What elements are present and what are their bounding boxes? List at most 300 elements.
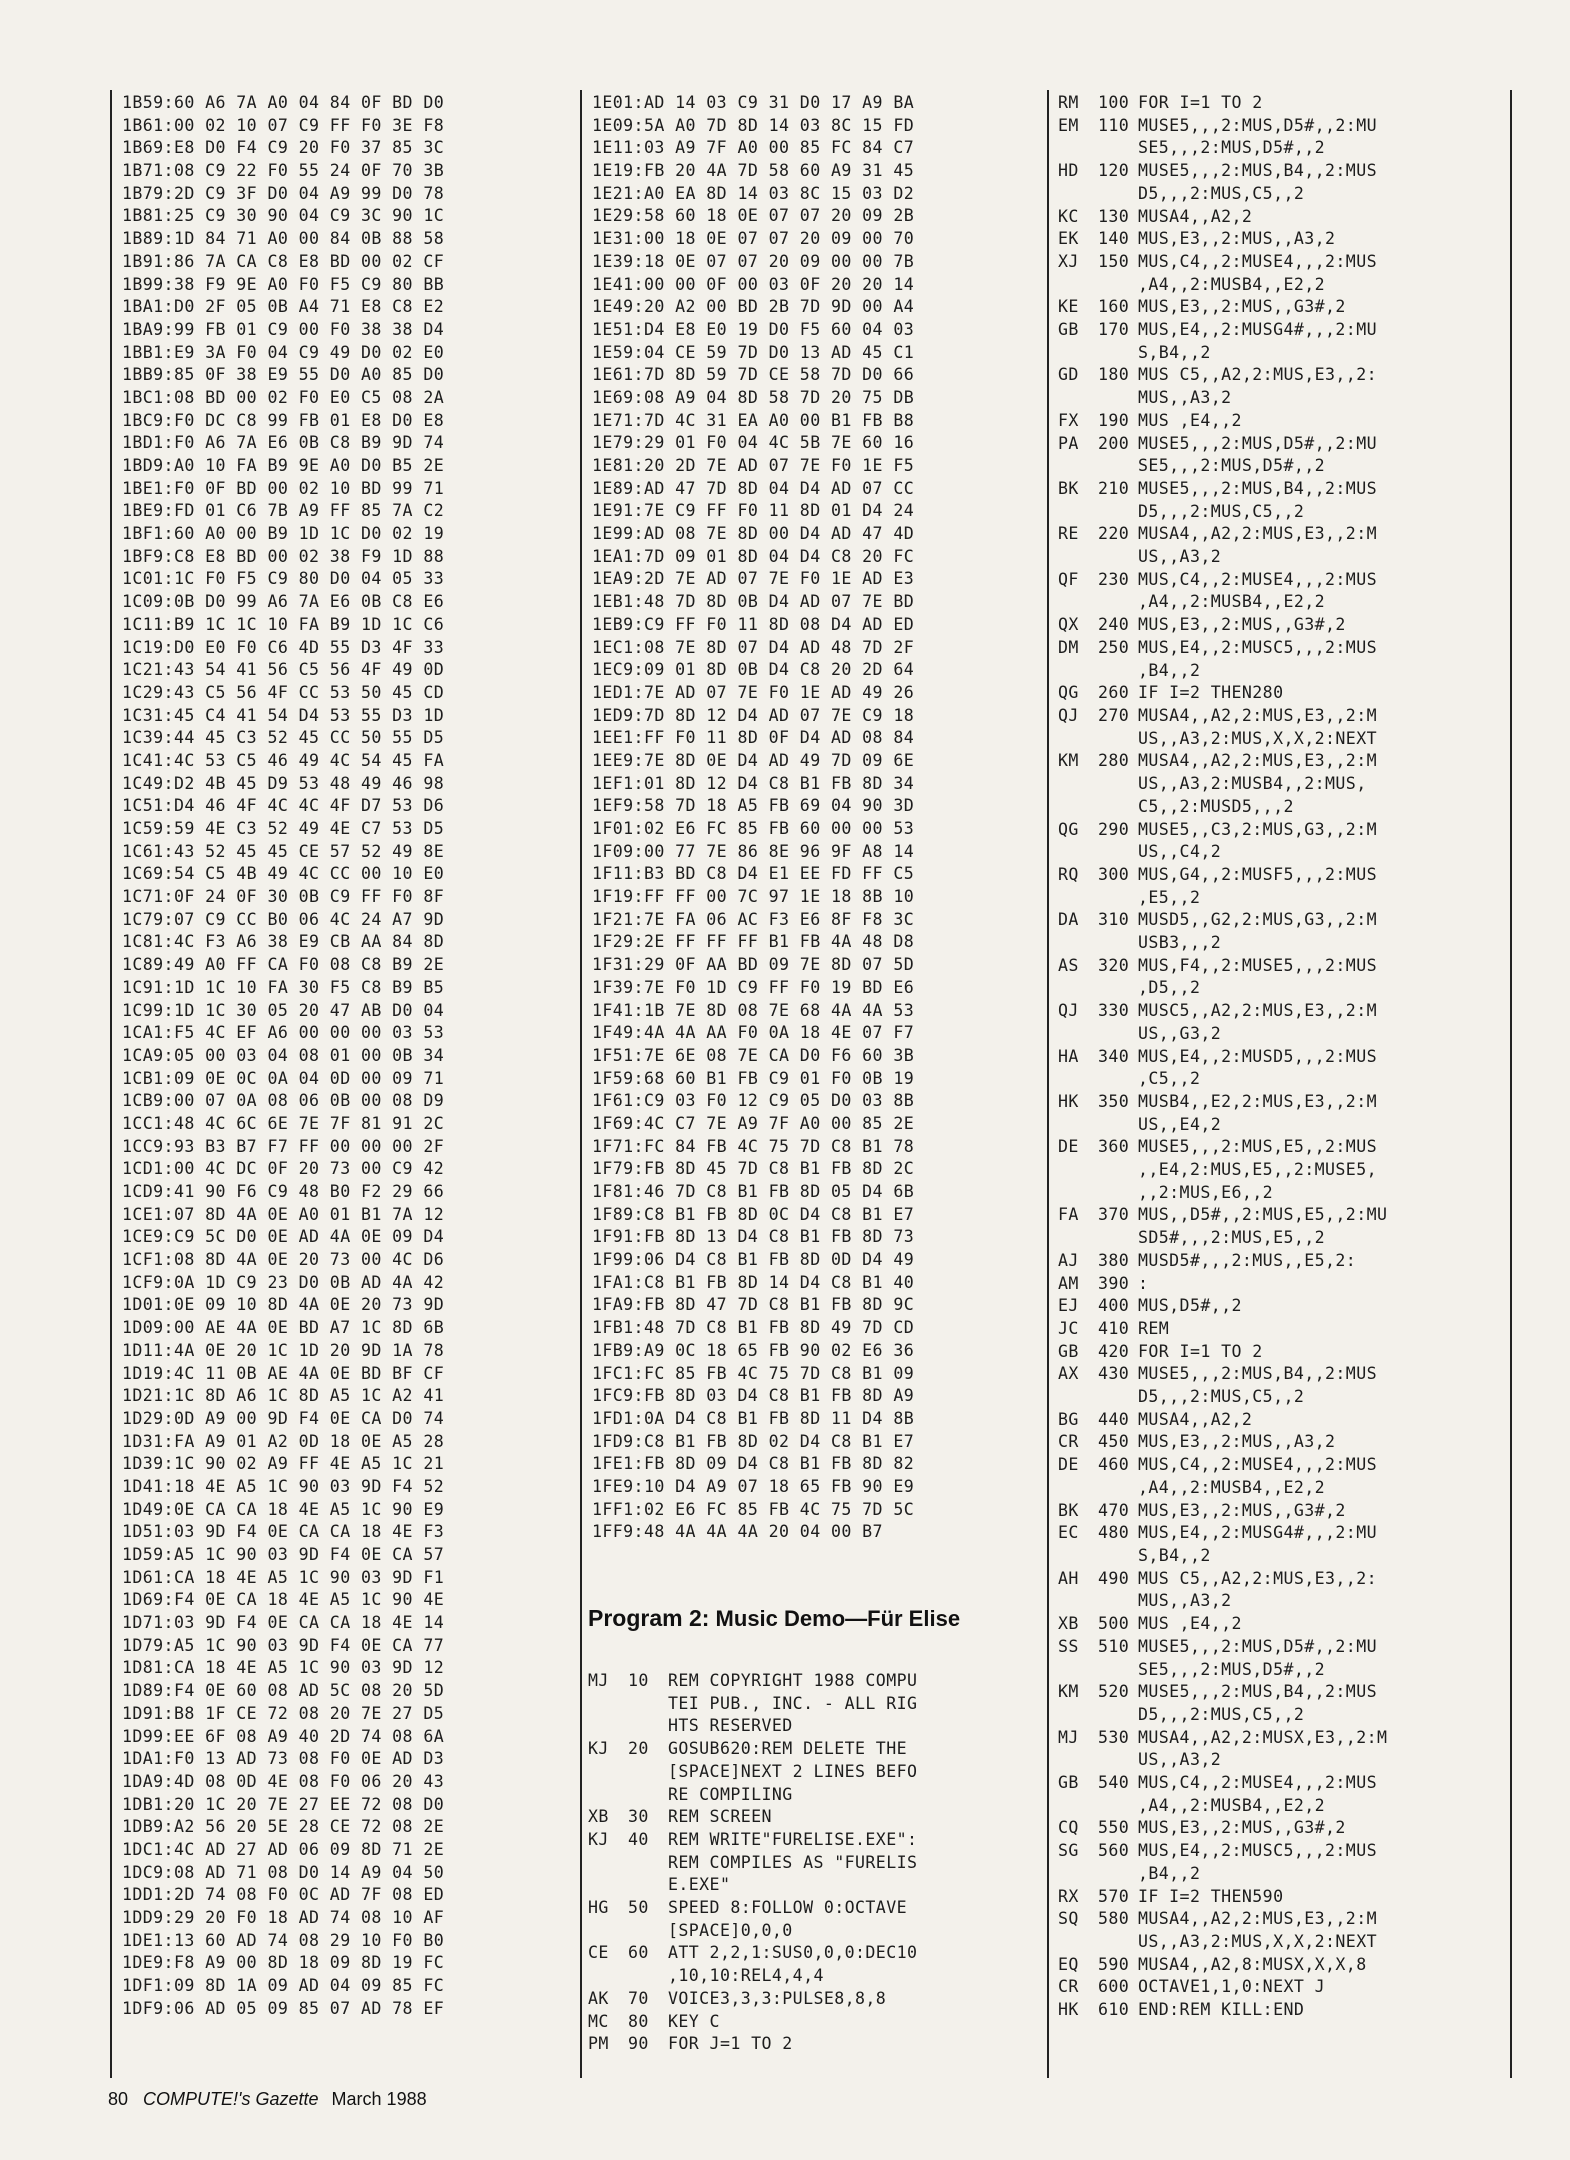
code-text: GOSUB620:REM DELETE THE [SPACE]NEXT 2 LINES BEFO RE COMPILING — [668, 1739, 918, 1804]
checksum: QJ — [1058, 1001, 1079, 1021]
listing-line: 1C69:54 C5 4B 49 4C CC 00 10 E0 — [122, 864, 445, 884]
listing-line: 1F89:C8 B1 FB 8D 0C D4 C8 B1 E7 — [592, 1204, 915, 1224]
code-text: VOICE3,3,3:PULSE8,8,8 — [668, 1988, 887, 2008]
line-number: 220 — [1098, 524, 1130, 544]
line-number: 40 — [628, 1829, 649, 1849]
code-text: MUSA4,,A2,2:MUS,E3,,2:M US,,A3,2:MUSB4,,2:MUS, C5,,2:MUSD5,,,2 — [1138, 751, 1377, 816]
listing-line: 1BB1:E9 3A F0 04 C9 49 D0 02 E0 — [122, 342, 445, 362]
code-text: MUS,E3,,2:MUS,,A3,2 — [1138, 1432, 1336, 1452]
code-text: MUS,E3,,2:MUS,,G3#,2 — [1138, 1818, 1346, 1838]
listing-line: 1D61:CA 18 4E A5 1C 90 03 9D F1 — [122, 1567, 445, 1587]
code-text: MUSE5,,,2:MUS,B4,,2:MUS D5,,,2:MUS,C5,,2 — [1138, 161, 1377, 203]
listing-line: 1E49:20 A2 00 BD 2B 7D 9D 00 A4 — [592, 297, 915, 317]
line-number: 60 — [628, 1943, 649, 1963]
line-number: 290 — [1098, 819, 1130, 839]
listing-line: 1BD1:F0 A6 7A E6 0B C8 B9 9D 74 — [122, 433, 445, 453]
code-text: MUSA4,,A2,2:MUS,E3,,2:M US,,A3,2 — [1138, 524, 1377, 567]
code-text: MUSE5,,,2:MUS,D5#,,2:MU SE5,,,2:MUS,D5#,,2 — [1138, 1636, 1377, 1679]
code-line — [1058, 1363, 1508, 1408]
listing-line: 1C39:44 45 C3 52 45 CC 50 55 D5 — [122, 728, 445, 748]
code-text: MUS,C4,,2:MUSE4,,,2:MUS ,A4,,2:MUSB4,,E2,2 — [1138, 251, 1377, 294]
code-line — [1058, 251, 1508, 296]
listing-line: 1BA1:D0 2F 05 0B A4 71 E8 C8 E2 — [122, 297, 445, 317]
listing-line: 1C51:D4 46 4F 4C 4C 4F D7 53 D6 — [122, 796, 445, 816]
line-number: 200 — [1098, 433, 1130, 453]
page-footer — [108, 2089, 427, 2110]
line-number: 180 — [1098, 365, 1130, 385]
checksum: DE — [1058, 1137, 1079, 1157]
listing-line: 1C11:B9 1C 1C 10 FA B9 1D 1C C6 — [122, 614, 445, 634]
line-number: 210 — [1098, 478, 1130, 498]
listing-line: 1BB9:85 0F 38 E9 55 D0 A0 85 D0 — [122, 365, 445, 385]
line-number: 260 — [1098, 683, 1130, 703]
listing-line: 1D91:B8 1F CE 72 08 20 7E 27 D5 — [122, 1703, 445, 1723]
line-number: 240 — [1098, 615, 1130, 635]
code-line — [588, 1942, 1043, 1987]
listing-line: 1B79:2D C9 3F D0 04 A9 99 D0 78 — [122, 183, 445, 203]
code-text: MUS,E4,,2:MUSG4#,,,2:MU S,B4,,2 — [1138, 320, 1377, 362]
line-number: 30 — [628, 1807, 649, 1827]
listing-line: 1CC1:48 4C 6C 6E 7E 7F 81 91 2C — [122, 1113, 445, 1133]
line-number: 10 — [628, 1671, 649, 1690]
listing-line: 1CB1:09 0E 0C 0A 04 0D 00 09 71 — [122, 1068, 445, 1088]
code-text: MUSE5,,,2:MUS,B4,,2:MUS D5,,,2:MUS,C5,,2 — [1138, 478, 1377, 521]
listing-line: 1B69:E8 D0 F4 C9 20 F0 37 85 3C — [122, 138, 445, 158]
checksum: AX — [1058, 1364, 1079, 1384]
listing-line: 1D71:03 9D F4 0E CA CA 18 4E 14 — [122, 1613, 445, 1633]
listing-line: 1EE9:7E 8D 0E D4 AD 49 7D 09 6E — [592, 750, 915, 770]
listing-line: 1ED1:7E AD 07 7E F0 1E AD 49 26 — [592, 682, 915, 702]
listing-line: 1CF9:0A 1D C9 23 D0 0B AD 4A 42 — [122, 1272, 445, 1292]
listing-line: 1E89:AD 47 7D 8D 04 D4 AD 07 CC — [592, 478, 915, 498]
listing-line: 1F31:29 0F AA BD 09 7E 8D 07 5D — [592, 955, 915, 975]
line-number: 370 — [1098, 1205, 1130, 1225]
checksum: XJ — [1058, 251, 1079, 271]
listing-line: 1FA9:FB 8D 47 7D C8 B1 FB 8D 9C — [592, 1295, 915, 1315]
listing-line: 1E41:00 00 0F 00 03 0F 20 20 14 — [592, 274, 915, 294]
listing-line: 1B59:60 A6 7A A0 04 84 0F BD D0 — [122, 93, 445, 112]
listing-line: 1DC1:4C AD 27 AD 06 09 8D 71 2E — [122, 1839, 445, 1859]
checksum: PM — [588, 2034, 609, 2054]
checksum: CQ — [1058, 1818, 1079, 1838]
checksum: KJ — [588, 1739, 609, 1759]
code-text: MUS,E3,,2:MUS,,G3#,2 — [1138, 615, 1346, 635]
line-number: 550 — [1098, 1818, 1130, 1838]
program-2-title-rest: Music Demo—Für Elise — [709, 1606, 961, 1631]
code-text: MUS ,E4,,2 — [1138, 1614, 1242, 1634]
listing-line: 1EF1:01 8D 12 D4 C8 B1 FB 8D 34 — [592, 773, 915, 793]
code-text: MUSE5,,,2:MUS,B4,,2:MUS D5,,,2:MUS,C5,,2 — [1138, 1364, 1377, 1407]
code-text: REM SCREEN — [668, 1807, 772, 1827]
line-number: 130 — [1098, 206, 1130, 226]
code-line — [1058, 750, 1508, 818]
code-line — [1058, 1136, 1508, 1204]
listing-line: 1F41:1B 7E 8D 08 7E 68 4A 4A 53 — [592, 1000, 915, 1020]
listing-line: 1B71:08 C9 22 F0 55 24 0F 70 3B — [122, 161, 445, 181]
code-text: MUS,E3,,2:MUS,,G3#,2 — [1138, 1500, 1346, 1520]
listing-line: 1B81:25 C9 30 90 04 C9 3C 90 1C — [122, 206, 445, 226]
code-line — [1058, 296, 1508, 319]
line-number: 480 — [1098, 1523, 1130, 1543]
line-number: 600 — [1098, 1977, 1130, 1997]
checksum: CR — [1058, 1977, 1079, 1997]
listing-line: 1E31:00 18 0E 07 07 20 09 00 70 — [592, 229, 915, 249]
listing-line: 1F71:FC 84 FB 4C 75 7D C8 B1 78 — [592, 1136, 915, 1156]
listing-line: 1E59:04 CE 59 7D D0 13 AD 45 C1 — [592, 342, 915, 362]
listing-line: 1C41:4C 53 C5 46 49 4C 54 45 FA — [122, 750, 445, 770]
listing-line: 1FF9:48 4A 4A 4A 20 04 00 B7 — [592, 1522, 883, 1542]
listing-line: 1F39:7E F0 1D C9 FF F0 19 BD E6 — [592, 977, 915, 997]
listing-line: 1E61:7D 8D 59 7D CE 58 7D D0 66 — [592, 365, 915, 385]
code-line — [1058, 1976, 1508, 1999]
line-number: 160 — [1098, 297, 1130, 317]
listing-line: 1C49:D2 4B 45 D9 53 48 49 46 98 — [122, 773, 445, 793]
checksum: KM — [1058, 751, 1079, 771]
listing-line: 1CE1:07 8D 4A 0E A0 01 B1 7A 12 — [122, 1204, 445, 1224]
code-text: MUS,C4,,2:MUSE4,,,2:MUS ,A4,,2:MUSB4,,E2,2 — [1138, 1773, 1377, 1815]
checksum: SS — [1058, 1636, 1079, 1656]
code-line — [1058, 92, 1508, 115]
listing-line: 1D41:18 4E A5 1C 90 03 9D F4 52 — [122, 1476, 445, 1496]
listing-line: 1BE1:F0 0F BD 00 02 10 BD 99 71 — [122, 478, 445, 498]
checksum: AM — [1058, 1273, 1079, 1293]
checksum: QF — [1058, 569, 1079, 589]
code-line — [1058, 206, 1508, 229]
code-line — [1058, 160, 1508, 205]
checksum: MJ — [1058, 1727, 1079, 1747]
line-number: 90 — [628, 2034, 649, 2054]
listing-line: 1CB9:00 07 0A 08 06 0B 00 08 D9 — [122, 1091, 445, 1111]
line-number: 120 — [1098, 161, 1130, 181]
code-line — [1058, 1341, 1508, 1364]
checksum: MJ — [588, 1671, 609, 1690]
listing-line: 1C71:0F 24 0F 30 0B C9 FF F0 8F — [122, 887, 445, 907]
line-number: 380 — [1098, 1250, 1130, 1270]
line-number: 560 — [1098, 1841, 1130, 1861]
line-number: 100 — [1098, 93, 1130, 112]
checksum: BK — [1058, 478, 1079, 498]
listing-line: 1D99:EE 6F 08 A9 40 2D 74 08 6A — [122, 1726, 445, 1746]
listing-line: 1FE9:10 D4 A9 07 18 65 FB 90 E9 — [592, 1476, 915, 1496]
listing-line: 1EF9:58 7D 18 A5 FB 69 04 90 3D — [592, 796, 915, 816]
listing-line: 1DB1:20 1C 20 7E 27 EE 72 08 D0 — [122, 1794, 445, 1814]
listing-line: 1C99:1D 1C 30 05 20 47 AB D0 04 — [122, 1000, 445, 1020]
hex-listing-column-1 — [122, 92, 577, 2020]
listing-line: 1E71:7D 4C 31 EA A0 00 B1 FB B8 — [592, 410, 915, 430]
line-number: 310 — [1098, 910, 1130, 930]
listing-line: 1DE9:F8 A9 00 8D 18 09 8D 19 FC — [122, 1953, 445, 1973]
code-text: END:REM KILL:END — [1138, 2000, 1305, 2020]
line-number: 510 — [1098, 1636, 1130, 1656]
checksum: QG — [1058, 683, 1079, 703]
checksum: EJ — [1058, 1296, 1079, 1316]
checksum: KE — [1058, 297, 1079, 317]
line-number: 390 — [1098, 1273, 1130, 1293]
checksum: RX — [1058, 1886, 1079, 1906]
checksum: GD — [1058, 365, 1079, 385]
listing-line: 1DA1:F0 13 AD 73 08 F0 0E AD D3 — [122, 1749, 445, 1769]
listing-line: 1D79:A5 1C 90 03 9D F4 0E CA 77 — [122, 1635, 445, 1655]
code-text: OCTAVE1,1,0:NEXT J — [1138, 1977, 1326, 1997]
checksum: XB — [588, 1807, 609, 1827]
listing-line: 1E11:03 A9 7F A0 00 85 FC 84 C7 — [592, 138, 915, 158]
basic-listing-column-4 — [1058, 92, 1508, 2022]
code-text: MUS C5,,A2,2:MUS,E3,,2: MUS,,A3,2 — [1138, 1568, 1377, 1611]
checksum: RQ — [1058, 864, 1079, 884]
listing-line: 1EB1:48 7D 8D 0B D4 AD 07 7E BD — [592, 592, 915, 612]
line-number: 440 — [1098, 1409, 1130, 1429]
code-line — [1058, 569, 1508, 614]
line-number: 360 — [1098, 1137, 1130, 1157]
line-number: 410 — [1098, 1318, 1130, 1338]
listing-line: 1FE1:FB 8D 09 D4 C8 B1 FB 8D 82 — [592, 1454, 915, 1474]
listing-line: 1E91:7E C9 FF F0 11 8D 01 D4 24 — [592, 501, 915, 521]
code-text: MUS,C4,,2:MUSE4,,,2:MUS ,A4,,2:MUSB4,,E2,2 — [1138, 569, 1377, 612]
code-text: MUS,,D5#,,2:MUS,E5,,2:MU SD5#,,,2:MUS,E5,,2 — [1138, 1205, 1388, 1248]
line-number: 470 — [1098, 1500, 1130, 1520]
code-line — [1058, 955, 1508, 1000]
checksum: FX — [1058, 410, 1079, 430]
code-text: MUS C5,,A2,2:MUS,E3,,2: MUS,,A3,2 — [1138, 365, 1377, 408]
basic-listing-program-2 — [588, 1670, 1043, 2056]
checksum: EQ — [1058, 1954, 1079, 1974]
code-line — [1058, 1522, 1508, 1567]
program-2-heading — [588, 1603, 1038, 1634]
line-number: 590 — [1098, 1954, 1130, 1974]
listing-line: 1D89:F4 0E 60 08 AD 5C 08 20 5D — [122, 1681, 445, 1701]
listing-line: 1DB9:A2 56 20 5E 28 CE 72 08 2E — [122, 1817, 445, 1837]
listing-line: 1DC9:08 AD 71 08 D0 14 A9 04 50 — [122, 1862, 445, 1882]
code-line — [1058, 319, 1508, 364]
checksum: HA — [1058, 1046, 1079, 1066]
checksum: KC — [1058, 206, 1079, 226]
listing-line: 1D09:00 AE 4A 0E BD A7 1C 8D 6B — [122, 1318, 445, 1338]
listing-line: 1CC9:93 B3 B7 F7 FF 00 00 00 2F — [122, 1136, 445, 1156]
listing-line: 1BA9:99 FB 01 C9 00 F0 38 38 D4 — [122, 319, 445, 339]
checksum: BG — [1058, 1409, 1079, 1429]
listing-line: 1B99:38 F9 9E A0 F0 F5 C9 80 BB — [122, 274, 445, 294]
checksum: MC — [588, 2011, 609, 2031]
code-line — [1058, 1500, 1508, 1523]
line-number: 400 — [1098, 1296, 1130, 1316]
listing-line: 1BD9:A0 10 FA B9 9E A0 D0 B5 2E — [122, 456, 445, 475]
listing-line: 1F11:B3 BD C8 D4 E1 EE FD FF C5 — [592, 864, 915, 884]
code-line — [1058, 1295, 1508, 1318]
checksum: DM — [1058, 637, 1079, 657]
code-text: SPEED 8:FOLLOW 0:OCTAVE [SPACE]0,0,0 — [668, 1898, 907, 1940]
code-line — [1058, 637, 1508, 682]
line-number: 530 — [1098, 1727, 1130, 1747]
code-text: MUS,E3,,2:MUS,,G3#,2 — [1138, 297, 1346, 317]
code-line — [1058, 1204, 1508, 1249]
line-number: 300 — [1098, 864, 1130, 884]
line-number: 50 — [628, 1898, 649, 1918]
listing-line: 1C79:07 C9 CC B0 06 4C 24 A7 9D — [122, 909, 445, 929]
line-number: 340 — [1098, 1046, 1130, 1066]
listing-line: 1E09:5A A0 7D 8D 14 03 8C 15 FD — [592, 115, 915, 135]
listing-line: 1D11:4A 0E 20 1C 1D 20 9D 1A 78 — [122, 1340, 445, 1360]
checksum: CE — [588, 1943, 609, 1963]
code-line — [588, 1897, 1043, 1942]
listing-line: 1E99:AD 08 7E 8D 00 D4 AD 47 4D — [592, 524, 915, 544]
issue-date: March 1988 — [331, 2089, 427, 2109]
code-line — [1058, 1636, 1508, 1681]
code-text: IF I=2 THEN280 — [1138, 683, 1284, 703]
listing-line: 1F49:4A 4A AA F0 0A 18 4E 07 F7 — [592, 1023, 915, 1043]
checksum: KJ — [588, 1829, 609, 1849]
code-line — [1058, 1046, 1508, 1091]
checksum: EK — [1058, 229, 1079, 249]
code-line — [1058, 228, 1508, 251]
checksum: HG — [588, 1898, 609, 1918]
line-number: 490 — [1098, 1568, 1130, 1588]
line-number: 280 — [1098, 751, 1130, 771]
listing-line: 1D31:FA A9 01 A2 0D 18 0E A5 28 — [122, 1431, 445, 1451]
code-line — [1058, 1908, 1508, 1953]
checksum: PA — [1058, 433, 1079, 453]
listing-line: 1B89:1D 84 71 A0 00 84 0B 88 58 — [122, 229, 445, 249]
page-number: 80 — [108, 2089, 129, 2109]
listing-line: 1D59:A5 1C 90 03 9D F4 0E CA 57 — [122, 1545, 445, 1564]
code-text: MUS,E4,,2:MUSC5,,,2:MUS ,B4,,2 — [1138, 1841, 1377, 1883]
listing-line: 1D29:0D A9 00 9D F4 0E CA D0 74 — [122, 1408, 445, 1428]
listing-line: 1DF9:06 AD 05 09 85 07 AD 78 EF — [122, 1998, 445, 2018]
code-text: REM — [1138, 1318, 1170, 1338]
code-line — [1058, 819, 1508, 864]
listing-line: 1CA1:F5 4C EF A6 00 00 00 03 53 — [122, 1023, 445, 1043]
code-line — [588, 1829, 1043, 1897]
code-line — [1058, 1954, 1508, 1977]
checksum: SQ — [1058, 1909, 1079, 1929]
line-number: 190 — [1098, 410, 1130, 430]
checksum: GB — [1058, 1341, 1079, 1361]
listing-line: 1BC9:F0 DC C8 99 FB 01 E8 D0 E8 — [122, 410, 445, 430]
code-text: MUS,F4,,2:MUSE5,,,2:MUS ,D5,,2 — [1138, 955, 1377, 998]
code-line — [1058, 705, 1508, 750]
listing-line: 1FF1:02 E6 FC 85 FB 4C 75 7D 5C — [592, 1499, 915, 1519]
listing-line: 1E19:FB 20 4A 7D 58 60 A9 31 45 — [592, 161, 915, 181]
listing-line: 1E21:A0 EA 8D 14 03 8C 15 03 D2 — [592, 183, 915, 203]
checksum: EM — [1058, 115, 1079, 135]
code-text: MUSE5,,,2:MUS,D5#,,2:MU SE5,,,2:MUS,D5#,,2 — [1138, 433, 1377, 476]
listing-line: 1FD1:0A D4 C8 B1 FB 8D 11 D4 8B — [592, 1408, 915, 1428]
listing-line: 1C19:D0 E0 F0 C6 4D 55 D3 4F 33 — [122, 637, 445, 657]
line-number: 80 — [628, 2011, 649, 2031]
code-text: KEY C — [668, 2011, 720, 2031]
listing-line: 1F19:FF FF 00 7C 97 1E 18 8B 10 — [592, 887, 915, 907]
code-line — [1058, 1000, 1508, 1045]
code-line — [1058, 909, 1508, 954]
code-text: MUS,E4,,2:MUSG4#,,,2:MU S,B4,,2 — [1138, 1523, 1377, 1565]
listing-line: 1F09:00 77 7E 86 8E 96 9F A8 14 — [592, 841, 915, 861]
listing-line: 1C61:43 52 45 45 CE 57 52 49 8E — [122, 841, 445, 861]
listing-line: 1E69:08 A9 04 8D 58 7D 20 75 DB — [592, 387, 915, 407]
listing-line: 1D69:F4 0E CA 18 4E A5 1C 90 4E — [122, 1590, 445, 1610]
program-2-title-bold: Program 2: — [588, 1605, 710, 1631]
listing-line: 1BF1:60 A0 00 B9 1D 1C D0 02 19 — [122, 524, 445, 544]
line-number: 110 — [1098, 115, 1130, 135]
code-line — [588, 1738, 1043, 1806]
listing-line: 1F81:46 7D C8 B1 FB 8D 05 D4 6B — [592, 1182, 915, 1201]
code-text: MUSE5,,,2:MUS,E5,,2:MUS ,,E4,2:MUS,E5,,2:MUSE5, ,,2:MUS,E6,,2 — [1138, 1137, 1377, 1202]
listing-line: 1D81:CA 18 4E A5 1C 90 03 9D 12 — [122, 1658, 445, 1678]
line-number: 250 — [1098, 637, 1130, 657]
code-line — [1058, 1454, 1508, 1499]
listing-line: 1E51:D4 E8 E0 19 D0 F5 60 04 03 — [592, 319, 915, 339]
line-number: 610 — [1098, 2000, 1130, 2020]
code-line — [1058, 1886, 1508, 1909]
listing-line: 1EA1:7D 09 01 8D 04 D4 C8 20 FC — [592, 546, 915, 566]
listing-line: 1FA1:C8 B1 FB 8D 14 D4 C8 B1 40 — [592, 1272, 915, 1292]
hex-listing-column-2 — [592, 92, 1044, 1544]
column-rule-mid1 — [580, 90, 582, 2078]
code-line — [588, 1806, 1043, 1829]
listing-line: 1C29:43 C5 56 4F CC 53 50 45 CD — [122, 682, 445, 702]
code-text: : — [1138, 1273, 1149, 1293]
listing-line: 1F91:FB 8D 13 D4 C8 B1 FB 8D 73 — [592, 1227, 915, 1247]
checksum: FA — [1058, 1205, 1079, 1225]
checksum: QG — [1058, 819, 1079, 839]
code-text: REM COPYRIGHT 1988 COMPU TEI PUB., INC. - ALL RIG HTS RESERVED — [668, 1671, 918, 1736]
line-number: 460 — [1098, 1455, 1130, 1475]
line-number: 430 — [1098, 1364, 1130, 1384]
listing-line: 1EA9:2D 7E AD 07 7E F0 1E AD E3 — [592, 569, 915, 589]
listing-line: 1F59:68 60 B1 FB C9 01 F0 0B 19 — [592, 1068, 915, 1088]
line-number: 520 — [1098, 1682, 1130, 1702]
line-number: 20 — [628, 1739, 649, 1759]
column-rule-mid2 — [1047, 90, 1049, 2078]
line-number: 320 — [1098, 955, 1130, 975]
code-line — [1058, 478, 1508, 523]
listing-line: 1BC1:08 BD 00 02 F0 E0 C5 08 2A — [122, 387, 445, 407]
code-text: MUSA4,,A2,2 — [1138, 1409, 1253, 1429]
code-text: MUSA4,,A2,8:MUSX,X,X,8 — [1138, 1954, 1367, 1974]
code-text: MUSE5,,,2:MUS,B4,,2:MUS D5,,,2:MUS,C5,,2 — [1138, 1682, 1377, 1724]
code-line — [1058, 1091, 1508, 1136]
line-number: 420 — [1098, 1341, 1130, 1361]
listing-line: 1F51:7E 6E 08 7E CA D0 F6 60 3B — [592, 1045, 915, 1065]
listing-line: 1F61:C9 03 F0 12 C9 05 D0 03 8B — [592, 1091, 915, 1111]
code-line — [1058, 1318, 1508, 1341]
listing-line: 1FC9:FB 8D 03 D4 C8 B1 FB 8D A9 — [592, 1386, 915, 1406]
magazine-name: COMPUTE!'s Gazette — [143, 2089, 319, 2109]
checksum: AS — [1058, 955, 1079, 975]
checksum: DE — [1058, 1455, 1079, 1475]
listing-line: 1EE1:FF F0 11 8D 0F D4 AD 08 84 — [592, 728, 915, 748]
code-line — [1058, 1613, 1508, 1636]
listing-line: 1C09:0B D0 99 A6 7A E6 0B C8 E6 — [122, 592, 445, 612]
code-line — [1058, 1409, 1508, 1432]
listing-line: 1DF1:09 8D 1A 09 AD 04 09 85 FC — [122, 1976, 445, 1996]
code-line — [1058, 1250, 1508, 1273]
listing-line: 1BF9:C8 E8 BD 00 02 38 F9 1D 88 — [122, 546, 445, 566]
listing-line: 1C21:43 54 41 56 C5 56 4F 49 0D — [122, 660, 445, 680]
code-text: MUSA4,,A2,2 — [1138, 206, 1253, 226]
listing-line: 1CD9:41 90 F6 C9 48 B0 F2 29 66 — [122, 1182, 445, 1201]
listing-line: 1D49:0E CA CA 18 4E A5 1C 90 E9 — [122, 1499, 445, 1519]
code-line — [1058, 115, 1508, 160]
line-number: 450 — [1098, 1432, 1130, 1452]
code-text: FOR I=1 TO 2 — [1138, 1341, 1263, 1361]
line-number: 230 — [1098, 569, 1130, 589]
code-text: MUSA4,,A2,2:MUS,E3,,2:M US,,A3,2:MUS,X,X,2:NEXT — [1138, 705, 1377, 748]
listing-line: 1FB9:A9 0C 18 65 FB 90 02 E6 36 — [592, 1340, 915, 1360]
code-text: MUSB4,,E2,2:MUS,E3,,2:M US,,E4,2 — [1138, 1091, 1377, 1134]
checksum: EC — [1058, 1523, 1079, 1543]
checksum: GB — [1058, 320, 1079, 340]
listing-line: 1EC1:08 7E 8D 07 D4 AD 48 7D 2F — [592, 637, 915, 657]
checksum: AJ — [1058, 1250, 1079, 1270]
